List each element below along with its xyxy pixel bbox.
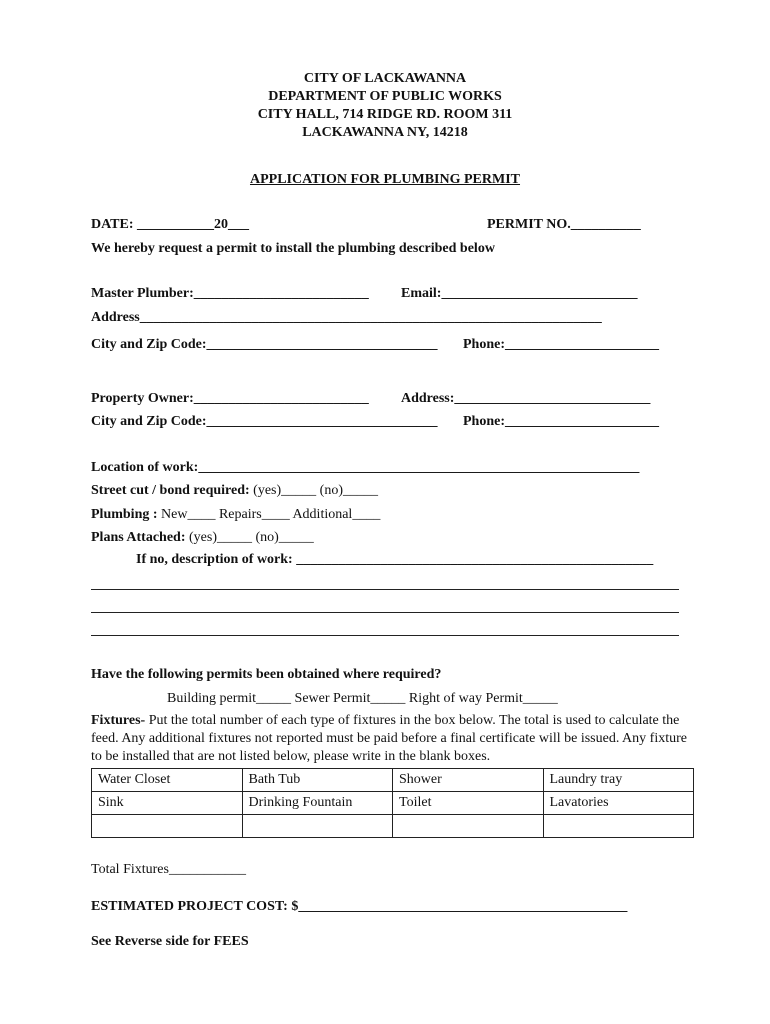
- plumber-city-zip-field[interactable]: City and Zip Code:_________________________________: [91, 337, 438, 352]
- fixture-cell[interactable]: [92, 815, 243, 838]
- street-cut-label: Street cut / bond required:: [91, 483, 250, 498]
- fixture-cell[interactable]: Water Closet: [92, 769, 243, 792]
- request-statement: We hereby request a permit to install the plumbing described below: [91, 241, 495, 256]
- form-title: APPLICATION FOR PLUMBING PERMIT: [249, 172, 521, 187]
- fixture-cell[interactable]: Shower: [393, 769, 544, 792]
- permit-number-field[interactable]: PERMIT NO.__________: [487, 217, 641, 232]
- street-cut-options[interactable]: (yes)_____ (no)_____: [249, 483, 378, 498]
- plumber-address-field[interactable]: Address__________________________________________________________________: [91, 310, 602, 325]
- owner-city-zip-field[interactable]: City and Zip Code:_________________________________: [91, 414, 438, 429]
- date-field[interactable]: DATE: ___________20___: [91, 217, 250, 232]
- permits-question: Have the following permits been obtained where required?: [91, 667, 442, 682]
- permits-checklist[interactable]: Building permit_____ Sewer Permit_____ Right of way Permit_____: [167, 691, 558, 706]
- fixture-cell[interactable]: Bath Tub: [242, 769, 393, 792]
- master-plumber-field[interactable]: Master Plumber:_________________________: [91, 286, 369, 301]
- fixture-cell[interactable]: Sink: [92, 792, 243, 815]
- fixtures-table: [91, 768, 694, 838]
- plumbing-label: Plumbing :: [91, 507, 158, 522]
- fixtures-row: [92, 792, 694, 815]
- description-of-work-field[interactable]: If no, description of work: ___________________________________________________: [136, 552, 654, 567]
- owner-phone-field[interactable]: Phone:______________________: [463, 414, 659, 429]
- total-fixtures-field[interactable]: Total Fixtures___________: [91, 862, 246, 877]
- fixture-cell[interactable]: Drinking Fountain: [242, 792, 393, 815]
- plumber-phone-field[interactable]: Phone:______________________: [463, 337, 659, 352]
- header-city: CITY OF LACKAWANNA: [303, 71, 467, 86]
- fixtures-text: Put the total number of each type of fixtures in the box below. The total is used to calculate the feed. Any additional fixtures not reported must be paid before a final certificate will be issued. Any fixture to be installed that are not listed below, please write in the blank boxes.: [91, 713, 687, 764]
- reverse-side-note: See Reverse side for FEES: [91, 934, 249, 949]
- estimated-cost-field[interactable]: ESTIMATED PROJECT COST: $_______________________________________________: [91, 899, 628, 914]
- fixture-cell[interactable]: Laundry tray: [543, 769, 694, 792]
- fixture-cell[interactable]: Lavatories: [543, 792, 694, 815]
- header-department: DEPARTMENT OF PUBLIC WORKS: [268, 89, 502, 104]
- fixtures-row: [92, 815, 694, 838]
- plumbing-options[interactable]: New____ Repairs____ Additional____: [157, 507, 381, 522]
- fixtures-instructions: [91, 712, 691, 766]
- header-address: CITY HALL, 714 RIDGE RD. ROOM 311: [257, 107, 513, 122]
- plans-attached-row[interactable]: [91, 529, 314, 547]
- owner-address-field[interactable]: Address:____________________________: [401, 391, 651, 406]
- fixture-cell[interactable]: [543, 815, 694, 838]
- fixture-cell[interactable]: [393, 815, 544, 838]
- plumber-email-field[interactable]: Email:____________________________: [401, 286, 638, 301]
- header-city-zip: LACKAWANNA NY, 14218: [302, 125, 468, 140]
- plumbing-type-row[interactable]: [91, 506, 380, 524]
- plans-attached-label: Plans Attached:: [91, 530, 186, 545]
- street-cut-row[interactable]: [91, 482, 378, 500]
- location-of-work-field[interactable]: Location of work:_______________________________________________________________: [91, 460, 640, 475]
- description-line-3[interactable]: [91, 635, 679, 636]
- fixture-cell[interactable]: [242, 815, 393, 838]
- fixtures-row: [92, 769, 694, 792]
- fixture-cell[interactable]: Toilet: [393, 792, 544, 815]
- property-owner-field[interactable]: Property Owner:_________________________: [91, 391, 369, 406]
- plans-attached-options[interactable]: (yes)_____ (no)_____: [185, 530, 314, 545]
- description-line-2[interactable]: [91, 612, 679, 613]
- description-line-1[interactable]: [91, 589, 679, 590]
- fixtures-label: Fixtures-: [91, 713, 146, 728]
